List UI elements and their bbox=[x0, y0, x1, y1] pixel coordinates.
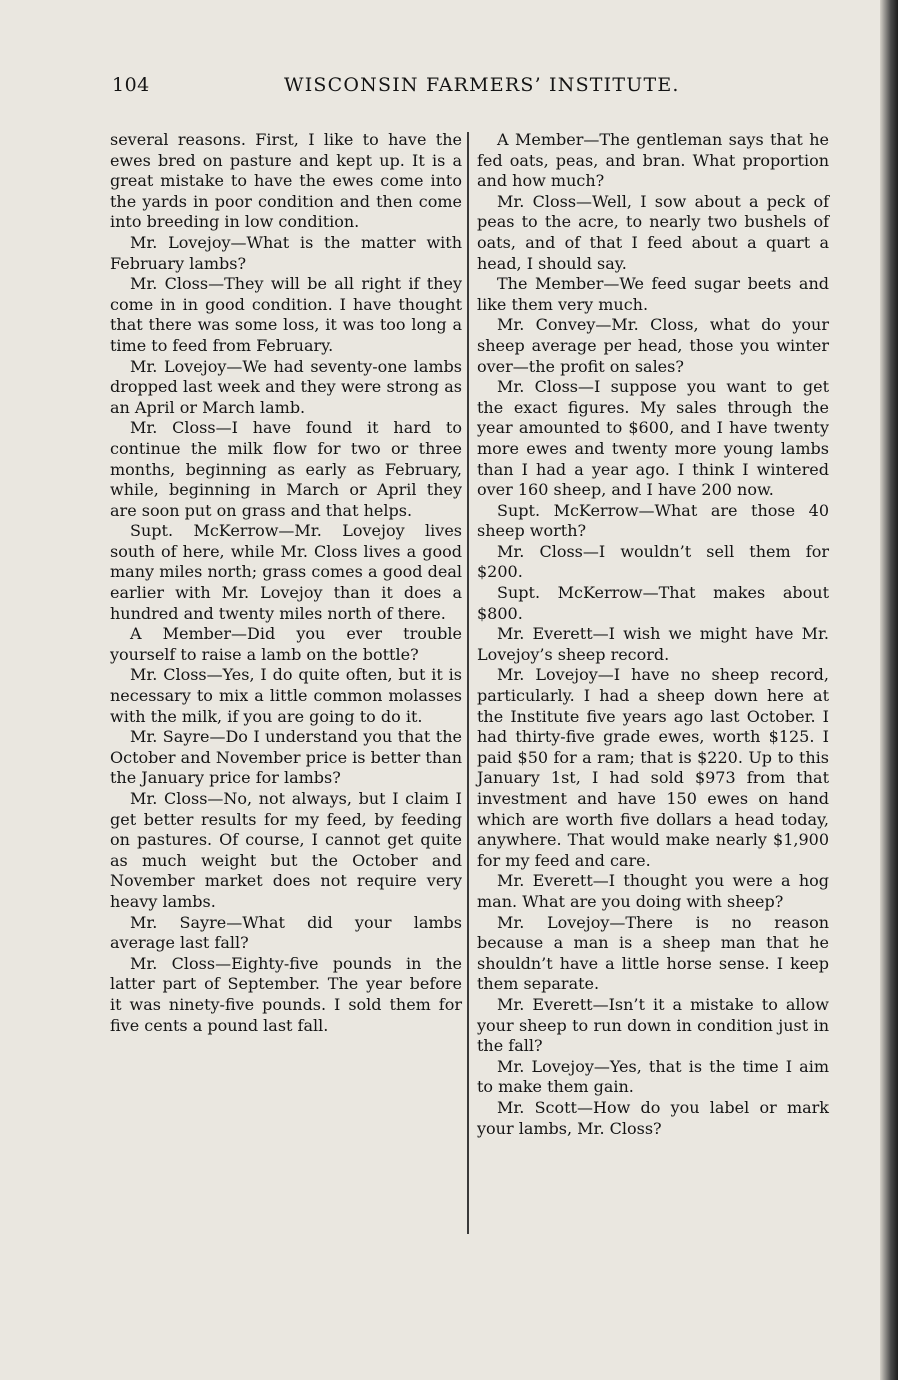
paragraph: Mr. Lovejoy—What is the matter with February lambs? bbox=[110, 232, 462, 273]
page-header bbox=[112, 74, 680, 104]
left-column bbox=[110, 130, 462, 1036]
paragraph: several reasons. First, I like to have the ewes bred on pasture and kept up. It is a great mistake to have the ewes come into the yards in poor condition and then come into breeding in low condition. bbox=[110, 130, 462, 232]
paragraph: Mr. Closs—They will be all right if they come in in good condition. I have thought that there was some loss, it was too long a time to feed from February. bbox=[110, 274, 462, 355]
paragraph: Supt. McKerrow—What are those 40 sheep worth? bbox=[477, 500, 829, 541]
running-head: WISCONSIN FARMERS’ INSTITUTE. bbox=[284, 74, 680, 96]
paragraph: A Member—The gentleman says that he fed oats, peas, and bran. What proportion and how much? bbox=[477, 130, 829, 191]
paragraph: The Member—We feed sugar beets and like them very much. bbox=[477, 274, 829, 314]
paragraph: Mr. Closs—I have found it hard to continue the milk flow for two or three months, beginning as early as February, while, beginning in March or April they are soon put on grass and that helps. bbox=[110, 418, 462, 520]
paragraph: Mr. Closs—I suppose you want to get the exact figures. My sales through the year amounted to $600, and I have twenty more ewes and twenty more young lambs than I had a year ago. I think I wintered over 160 sheep, and I have 200 now. bbox=[477, 377, 829, 500]
paragraph: Mr. Lovejoy—Yes, that is the time I aim to make them gain. bbox=[477, 1056, 829, 1097]
column-divider bbox=[467, 132, 469, 1234]
paragraph: Mr. Lovejoy—There is no reason because a man is a sheep man that he shouldn’t have a little horse sense. I keep them separate. bbox=[477, 912, 829, 994]
right-column bbox=[477, 130, 829, 1139]
paragraph: Mr. Everett—Isn’t it a mistake to allow your sheep to run down in condition just in the fall? bbox=[477, 994, 829, 1056]
paragraph: Mr. Everett—I wish we might have Mr. Lovejoy’s sheep record. bbox=[477, 624, 829, 664]
paragraph: Mr. Closs—Yes, I do quite often, but it is necessary to mix a little common molasses with the milk, if you are going to do it. bbox=[110, 665, 462, 726]
paragraph: Mr. Sayre—Do I understand you that the October and November price is better than the January price for lambs? bbox=[110, 727, 462, 788]
paragraph: Mr. Everett—I thought you were a hog man. What are you doing with sheep? bbox=[477, 871, 829, 911]
paragraph: Mr. Closs—Well, I sow about a peck of peas to the acre, to nearly two bushels of oats, and of that I feed about a quart a head, I should say. bbox=[477, 191, 829, 273]
paragraph: Mr. Scott—How do you label or mark your lambs, Mr. Closs? bbox=[477, 1097, 829, 1138]
page-edge-shadow bbox=[880, 0, 898, 1380]
paragraph: Mr. Closs—Eighty-five pounds in the latter part of September. The year before it was ninety-five pounds. I sold them for five cents a pound last fall. bbox=[110, 953, 462, 1035]
paragraph: Mr. Sayre—What did your lambs average last fall? bbox=[110, 912, 462, 953]
page-number: 104 bbox=[112, 74, 150, 96]
paragraph: Supt. McKerrow—Mr. Lovejoy lives south of here, while Mr. Closs lives a good many miles north; grass comes a good deal earlier with Mr. Lovejoy than it does a hundred and twenty miles north of there. bbox=[110, 521, 462, 623]
paragraph: Mr. Closs—No, not always, but I claim I get better results for my feed, by feeding on pastures. Of course, I cannot get quite as much weight but the October and November market does not require very heavy lambs. bbox=[110, 789, 462, 911]
paragraph: Mr. Closs—I wouldn’t sell them for $200. bbox=[477, 541, 829, 582]
paragraph: A Member—Did you ever trouble yourself to raise a lamb on the bottle? bbox=[110, 624, 462, 664]
paragraph: Mr. Lovejoy—We had seventy-one lambs dropped last week and they were strong as an April or March lamb. bbox=[110, 356, 462, 417]
paragraph: Mr. Convey—Mr. Closs, what do your sheep average per head, those you winter over—the profit on sales? bbox=[477, 315, 829, 376]
paragraph: Mr. Lovejoy—I have no sheep record, particularly. I had a sheep down here at the Institute five years ago last October. I had thirty-five grade ewes, worth $125. I paid $50 for a ram; that is $220. Up to this January 1st, I had sold $973 from that investment and have 150 ewes on hand which are worth five dollars a head today, anywhere. That would make nearly $1,900 for my feed and care. bbox=[477, 665, 829, 870]
paragraph: Supt. McKerrow—That makes about $800. bbox=[477, 583, 829, 623]
